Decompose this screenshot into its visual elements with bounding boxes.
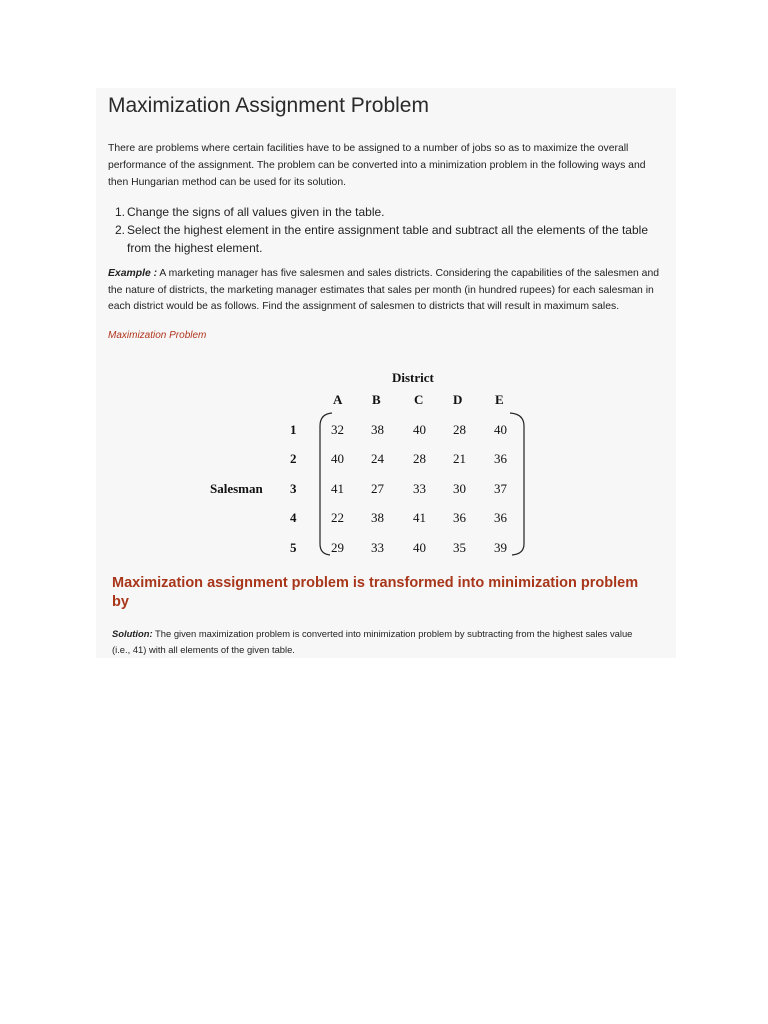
row-label: 3 xyxy=(290,481,297,496)
step-number: 2. xyxy=(115,223,126,237)
transform-heading: Maximization assignment problem is transformed into minimization problem by xyxy=(112,575,639,610)
salesman-title: Salesman xyxy=(210,481,263,496)
table-cell: 33 xyxy=(371,540,384,555)
table-cell: 41 xyxy=(413,510,426,525)
table-cell: 40 xyxy=(413,540,426,555)
table-cell: 24 xyxy=(371,451,384,466)
solution-paragraph xyxy=(112,626,652,657)
column-header: C xyxy=(414,392,424,407)
intro-paragraph: There are problems where certain facilities have to be assigned to a number of jobs so as to maximize the overall performance of the assignment. The problem can be converted into a minimization problem in the following ways and then Hungarian method can be used for its solution. xyxy=(108,143,646,188)
column-header: D xyxy=(453,392,463,407)
table-cell: 32 xyxy=(331,422,344,437)
example-text: A marketing manager has five salesmen and sales districts. Considering the capabilities of the salesmen and the nature of districts, the marketing manager estimates that sales per month (in hundred rupees) for each salesman in each district would be as follows. Find the assignment of salesmen to districts that will result in maximum sales. xyxy=(108,268,659,312)
table-cell: 37 xyxy=(494,481,507,496)
left-bracket xyxy=(320,413,332,555)
table-cell: 39 xyxy=(494,540,507,555)
table-cell: 35 xyxy=(453,540,466,555)
step-number: 1. xyxy=(115,205,126,219)
column-header: B xyxy=(372,392,381,407)
row-label: 4 xyxy=(290,510,297,525)
table-cell: 21 xyxy=(453,451,466,466)
step-text: Select the highest element in the entire assignment table and subtract all the elements of the table from the highest element. xyxy=(127,223,648,255)
solution-label: Solution: xyxy=(112,628,153,639)
table-cell: 27 xyxy=(371,481,384,496)
table-cell: 33 xyxy=(413,481,426,496)
page-title: Maximization Assignment Problem xyxy=(108,94,429,117)
table-cell: 30 xyxy=(453,481,466,496)
table-cell: 38 xyxy=(371,510,384,525)
table-cell: 40 xyxy=(494,422,507,437)
table-cell: 36 xyxy=(494,510,507,525)
district-title: District xyxy=(392,370,434,385)
table-cell: 38 xyxy=(371,422,384,437)
table-cell: 28 xyxy=(453,422,466,437)
table-cell: 29 xyxy=(331,540,344,555)
table-cell: 22 xyxy=(331,510,344,525)
row-label: 5 xyxy=(290,540,297,555)
column-header: A xyxy=(333,392,343,407)
table-cell: 36 xyxy=(494,451,507,466)
table-cell: 36 xyxy=(453,510,466,525)
solution-text: The given maximization problem is converted into minimization problem by subtracting from the highest sales value (i.e., 41) with all elements of the given table. xyxy=(112,628,633,655)
row-label: 1 xyxy=(290,422,297,437)
example-label: Example : xyxy=(108,268,158,279)
table-cell: 40 xyxy=(413,422,426,437)
right-bracket xyxy=(510,413,524,555)
section-subheading: Maximization Problem xyxy=(108,330,207,341)
table-cell: 28 xyxy=(413,451,426,466)
column-header: E xyxy=(495,392,504,407)
table-cell: 41 xyxy=(331,481,344,496)
step-text: Change the signs of all values given in the table. xyxy=(127,205,385,219)
row-label: 2 xyxy=(290,451,297,466)
table-cell: 40 xyxy=(331,451,344,466)
